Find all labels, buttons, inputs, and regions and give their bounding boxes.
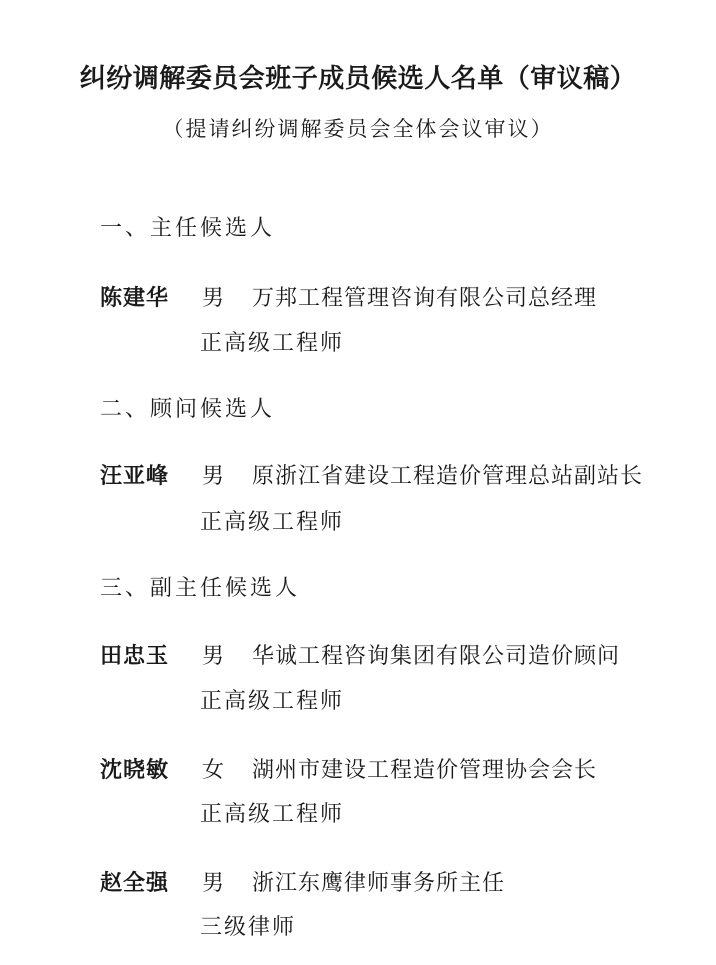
candidate-professional-title: 三级律师: [200, 915, 297, 940]
document-title: 纠纷调解委员会班子成员候选人名单（审议稿）: [79, 64, 637, 94]
candidate-position: 华诚工程咨询集团有限公司造价顾问: [252, 644, 621, 669]
candidate-gender: 女: [202, 758, 225, 783]
candidate-gender: 男: [202, 286, 225, 311]
candidate-name: 沈晓敏: [100, 757, 170, 783]
candidate-position: 湖州市建设工程造价管理协会会长: [252, 758, 598, 783]
section-heading-advisor: 二、顾问候选人: [100, 397, 276, 422]
candidate-professional-title: 正高级工程师: [200, 331, 345, 356]
section-heading-director: 一、主任候选人: [100, 216, 276, 241]
candidate-position: 万邦工程管理咨询有限公司总经理: [252, 286, 598, 311]
section-heading-deputy-director: 三、副主任候选人: [100, 576, 301, 601]
candidate-professional-title: 正高级工程师: [200, 510, 345, 535]
document-subtitle: （提请纠纷调解委员会全体会议审议）: [162, 117, 554, 141]
candidate-gender: 男: [202, 464, 225, 489]
candidate-name: 汪亚峰: [100, 463, 170, 489]
candidate-gender: 男: [202, 644, 225, 669]
candidate-professional-title: 正高级工程师: [200, 689, 345, 714]
candidate-gender: 男: [202, 871, 225, 896]
candidate-position: 原浙江省建设工程造价管理总站副站长: [252, 464, 644, 489]
candidate-name: 陈建华: [100, 285, 170, 311]
candidate-name: 田忠玉: [100, 643, 170, 669]
candidate-name: 赵全强: [100, 870, 170, 896]
candidate-position: 浙江东鹰律师事务所主任: [252, 871, 506, 896]
candidate-professional-title: 正高级工程师: [200, 802, 345, 827]
